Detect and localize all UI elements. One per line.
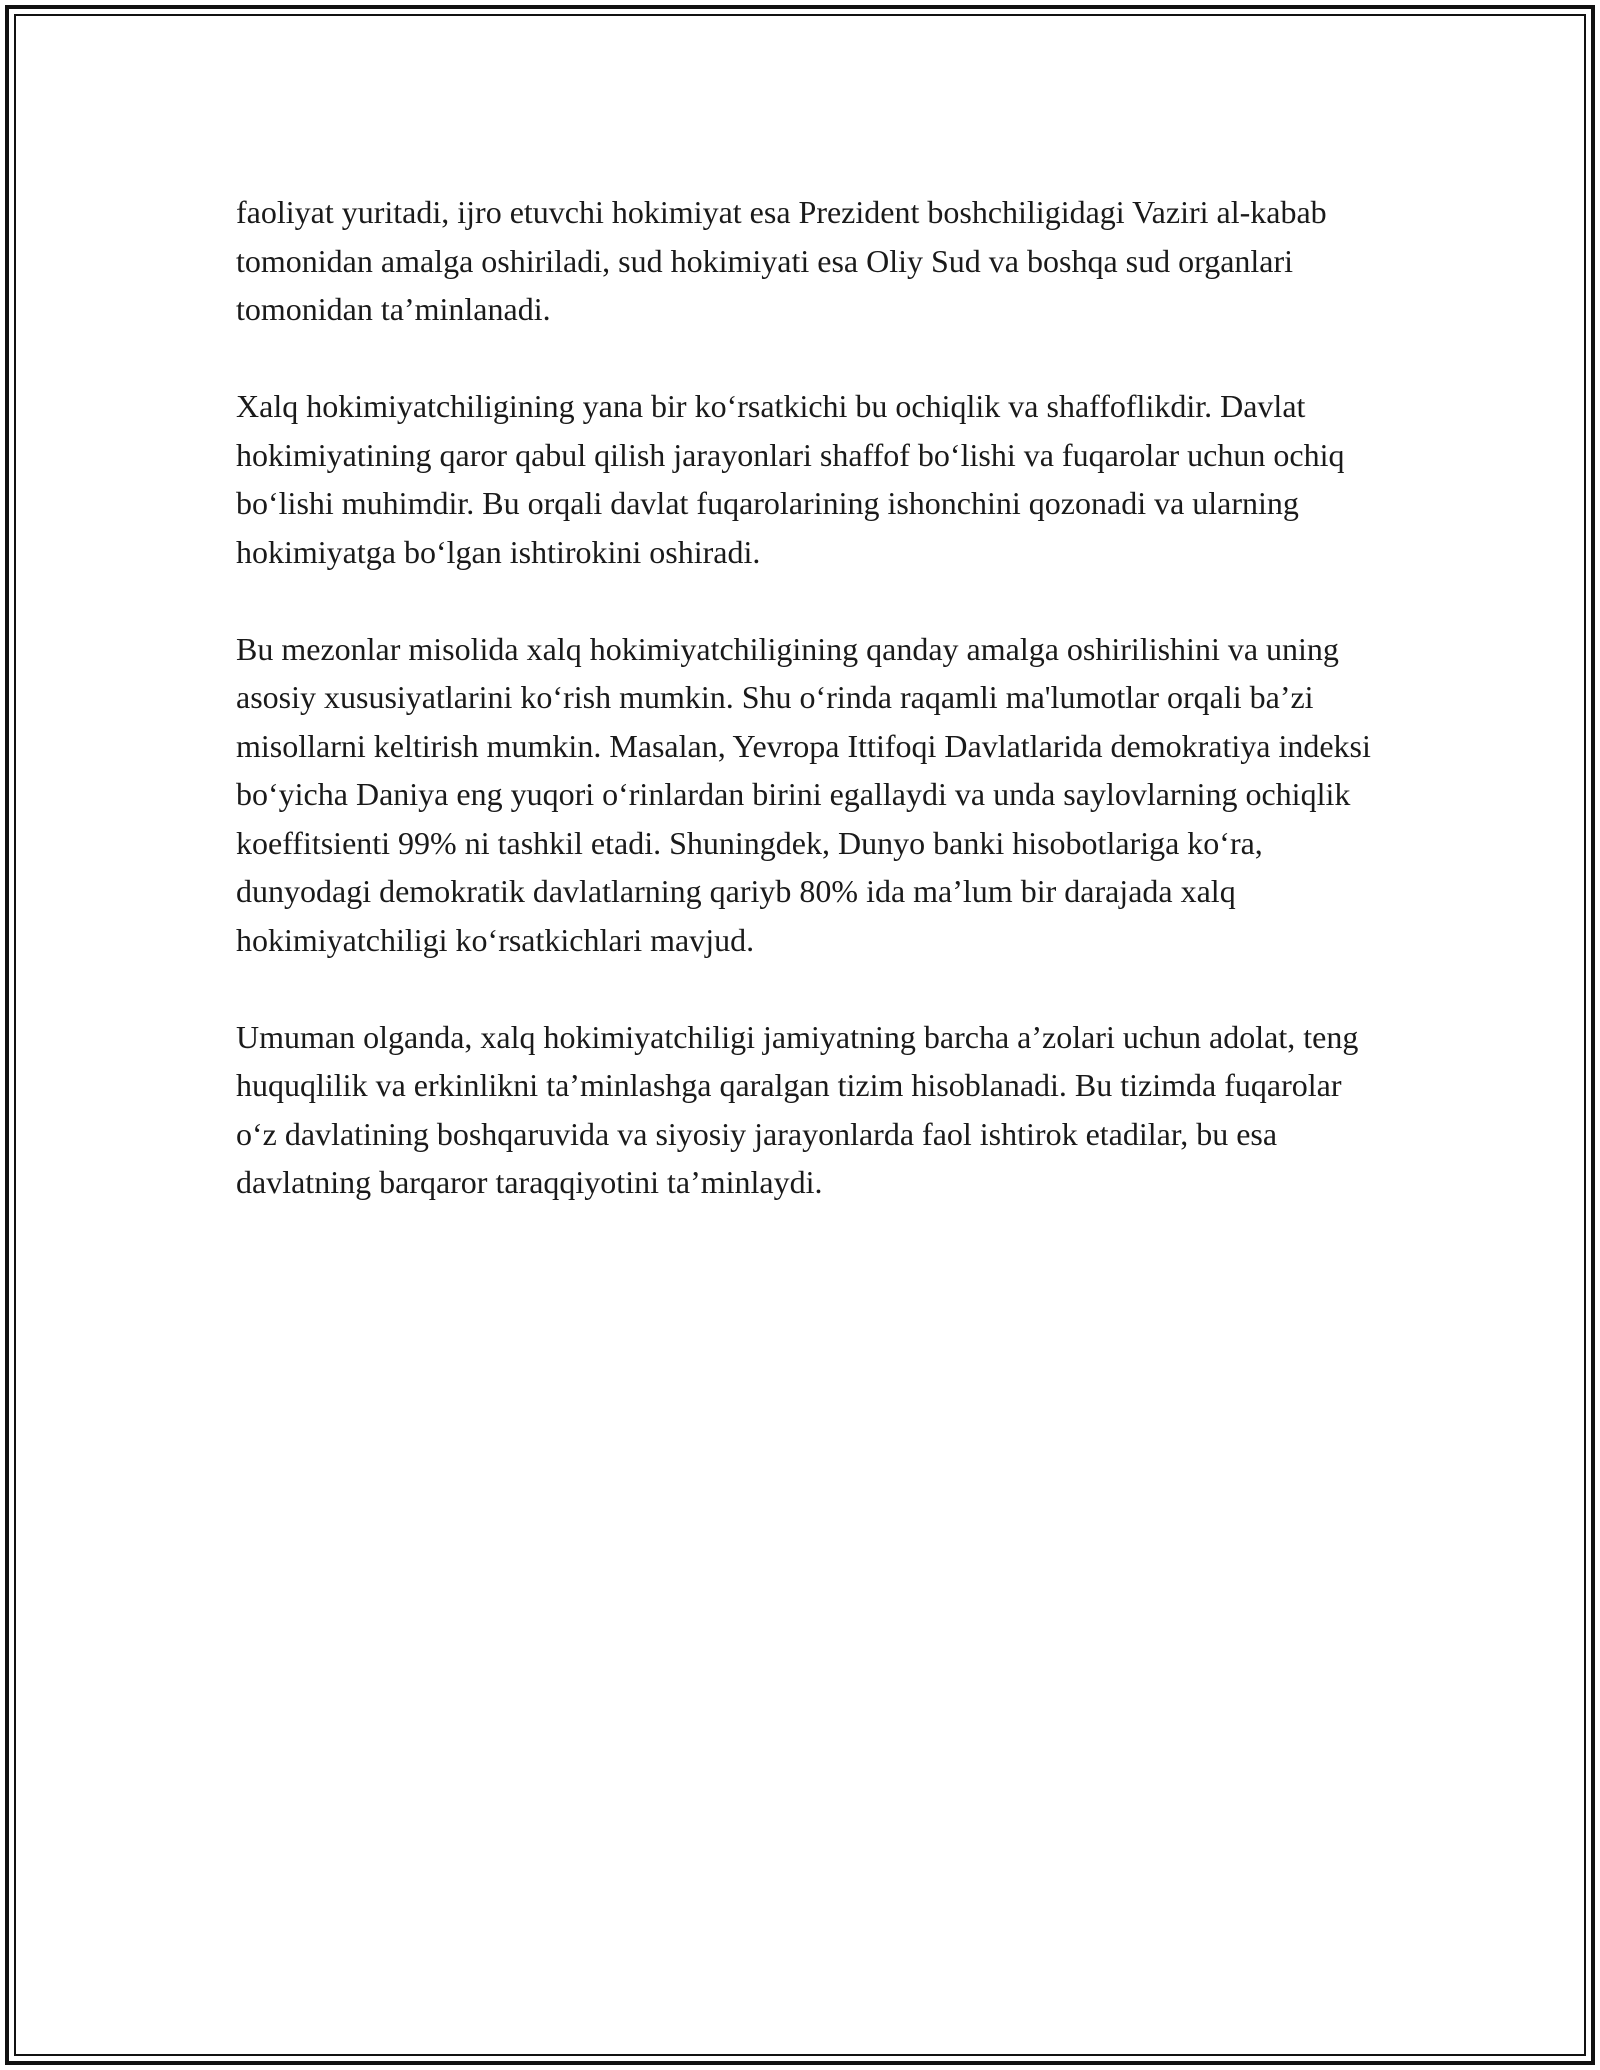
paragraph-2: Xalq hokimiyatchiligining yana bir ko‘rsatkichi bu ochiqlik va shaffoflikdir. Davlat hokimiyatining qaror qabul qilish jarayonlari shaffof bo‘lishi va fuqarolar uchun ochiq bo‘lishi muhimdir. Bu orqali davlat fuqarolarining ishonchini qozonadi va ularning hokimiyatga bo‘lgan ishtirokini oshiradi.	[236, 388, 1345, 570]
paragraph-1: faoliyat yuritadi, ijro etuvchi hokimiyat esa Prezident boshchiligidagi Vaziri al-kabab tomonidan amalga oshiriladi, sud hokimiyati esa Oliy Sud va boshqa sud organlari tomonidan ta’minlanadi.	[236, 194, 1327, 327]
document-body	[236, 188, 1376, 1207]
paragraph-3: Bu mezonlar misolida xalq hokimiyatchiligining qanday amalga oshirilishini va uning asosiy xususiyatlarini ko‘rish mumkin. Shu o‘rinda raqamli ma'lumotlar orqali ba’zi misollarni keltirish mumkin. Masalan, Yevropa Ittifoqi Davlatlarida demokratiya indeksi bo‘yicha Daniya eng yuqori o‘rinlardan birini egallaydi va unda saylovlarning ochiqlik koeffitsienti 99% ni tashkil etadi. Shuningdek, Dunyo banki hisobotlariga ko‘ra, dunyodagi demokratik davlatlarning qariyb 80% ida ma’lum bir darajada xalq hokimiyatchiligi ko‘rsatkichlari mavjud.	[236, 630, 1371, 958]
paragraph-4: Umuman olganda, xalq hokimiyatchiligi jamiyatning barcha a’zolari uchun adolat, teng huquqlilik va erkinlikni ta’minlashga qaralgan tizim hisoblanadi. Bu tizimda fuqarolar o‘z davlatining boshqaruvida va siyosiy jarayonlarda faol ishtirok etadilar, bu esa davlatning barqaror taraqqiyotini ta’minlaydi.	[236, 1018, 1359, 1200]
